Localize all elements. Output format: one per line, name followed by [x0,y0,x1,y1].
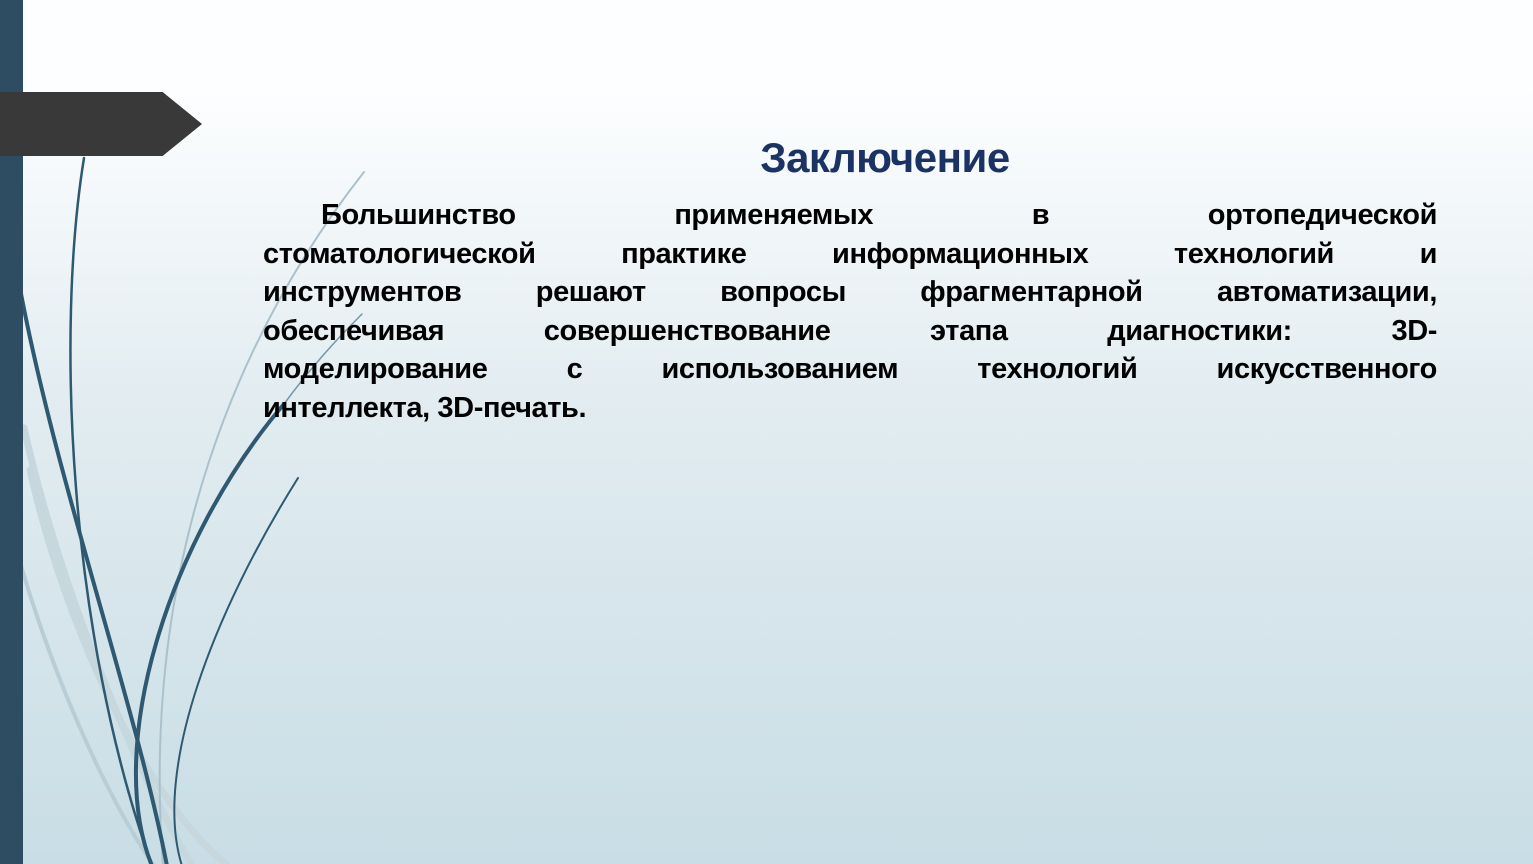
paragraph-line-6: интеллекта, 3D-печать. [263,391,587,424]
paragraph-line-2: стоматологической практике информационных технологий и [263,237,1437,270]
paragraph-line-1: Большинство применяемых в ортопедической [321,199,1437,231]
curve-light-3 [20,562,154,864]
curve-dark-4 [174,478,298,864]
curve-dark-1 [70,158,152,864]
slide-title: Заключение [760,134,1010,181]
arrow-banner-shape [0,92,202,156]
paragraph-line-5: моделирование с использованием технологий искусственного [263,353,1437,386]
paragraph-line-4: обеспечивая совершенствование этапа диагностики: 3D- [263,314,1437,347]
curve-dark-3 [136,404,284,864]
body-paragraph [263,196,1437,428]
curve-light-1 [24,428,192,864]
paragraph-line-3: инструментов решают вопросы фрагментарной автоматизации, [263,276,1437,309]
curve-light-2 [30,470,228,864]
curve-dark-2 [17,272,167,864]
